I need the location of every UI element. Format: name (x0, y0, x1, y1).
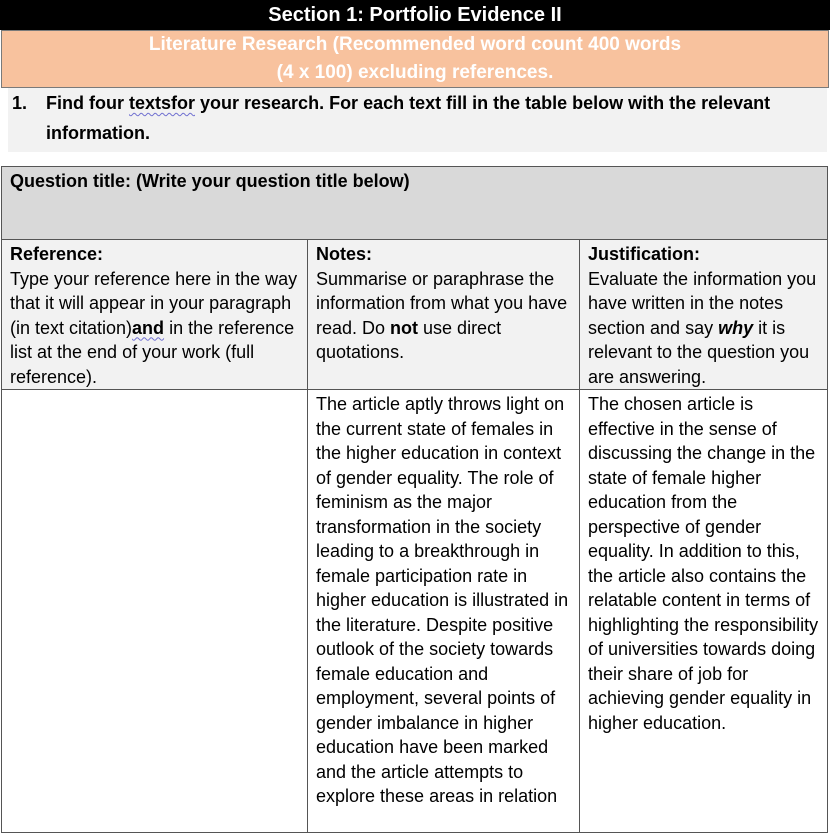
subtitle-line-1: Literature Research (Recommended word count 400 words (148, 34, 682, 55)
reference-desc-2: in the reference list at the end of your work (full reference). (10, 317, 295, 387)
reference-description (10, 267, 299, 390)
spellcheck-word[interactable]: textsfor (128, 93, 195, 113)
reference-desc-bold: and (132, 317, 165, 338)
reference-desc-1: Type your reference here in the way that it will appear in your paragraph (in text citation) (10, 268, 298, 338)
reference-header-cell[interactable] (2, 240, 308, 390)
notes-desc-bold: not (390, 317, 419, 338)
instruction-part-2: your research. For each text fill in the table below with the relevant information. (46, 93, 771, 143)
instruction-part-1: Find four (46, 93, 129, 113)
justification-header: Justification: (588, 244, 701, 264)
question-title-cell[interactable] (2, 167, 828, 240)
justification-header-cell[interactable] (580, 240, 828, 390)
question-title-row (2, 167, 828, 240)
notes-desc-2: use direct quotations. (316, 317, 502, 362)
section-title-text: Section 1: Portfolio Evidence II (268, 3, 562, 26)
reference-entry-cell[interactable] (2, 390, 308, 833)
notes-header-cell[interactable] (308, 240, 580, 390)
subtitle-banner (1, 30, 829, 88)
justification-description (588, 267, 819, 390)
entry-row (2, 390, 828, 833)
justification-desc-em: why (718, 317, 754, 338)
justification-entry-cell[interactable]: The chosen article is effective in the sense of discussing the change in the state of female higher education from the perspective of gender equality. In addition to this, the article also contains the relatable content in terms of highlighting the responsibility of universities towards doing their share of job for achieving gender equality in higher education. (580, 390, 828, 833)
notes-description (316, 267, 571, 365)
notes-header: Notes: (316, 244, 373, 264)
instruction (8, 88, 827, 152)
instruction-number: 1. (12, 93, 28, 113)
notes-desc-1: Summarise or paraphrase the information from what you have read. Do (316, 268, 568, 338)
header-row (2, 240, 828, 390)
notes-entry-cell[interactable]: The article aptly throws light on the current state of females in the higher education in context of gender equality. The role of feminism as the major transformation in the society leading to a breakthrough in female participation rate in higher education is illustrated in the literature. Despite positive outlook of the society towards female education and employment, several points of gender imbalance in higher education have been marked and the article attempts to explore these areas in relation (308, 390, 580, 833)
subtitle-line-2: (4 x 100) excluding references. (276, 62, 554, 83)
question-title-label: Question title: (Write your question title below) (10, 171, 410, 191)
justification-desc-1: Evaluate the information you have written in the notes section and say (588, 268, 817, 338)
research-table (1, 166, 828, 833)
justification-desc-2: it is relevant to the question you are answering. (588, 317, 810, 387)
section-title (0, 0, 830, 30)
instruction-text[interactable] (46, 88, 826, 148)
reference-header: Reference: (10, 244, 104, 264)
